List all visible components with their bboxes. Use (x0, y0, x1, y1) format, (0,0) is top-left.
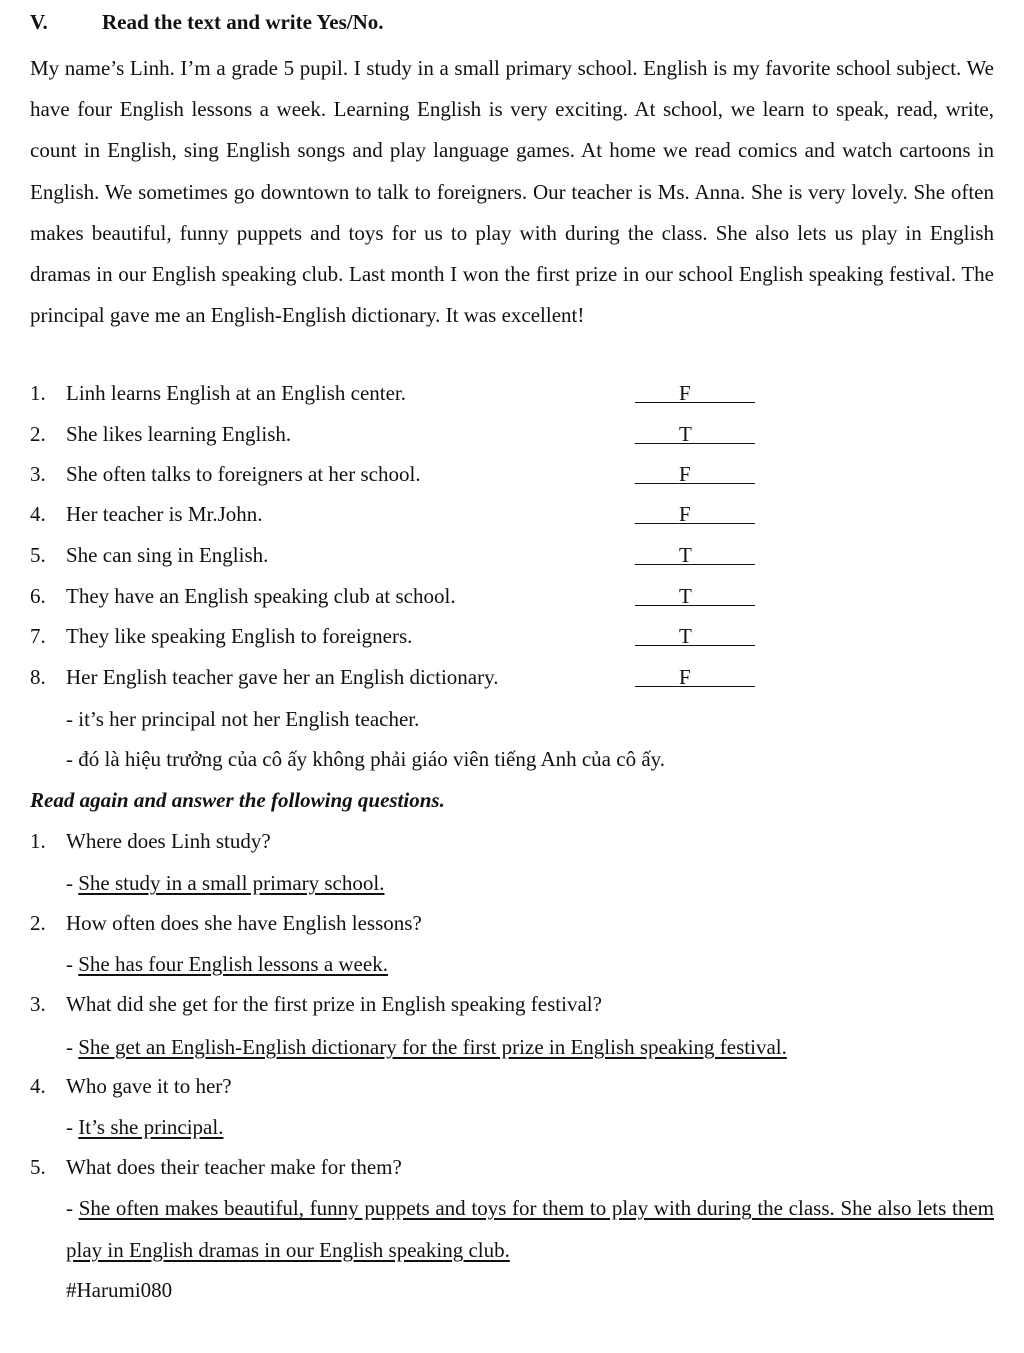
answer-prefix: - (66, 1035, 79, 1059)
statement-text: Her English teacher gave her an English dictionary. (66, 665, 499, 689)
statement-answer-blank (635, 461, 755, 487)
statement-item (30, 461, 770, 487)
statement-answer: T (679, 543, 692, 567)
statement-text: She often talks to foreigners at her school. (66, 462, 421, 486)
answer-line (66, 1187, 994, 1271)
question-text: How often does she have English lessons? (66, 911, 422, 935)
question-text: What did she get for the first prize in English speaking festival? (66, 992, 602, 1016)
question-number: 4. (30, 1074, 46, 1098)
statement-answer: F (679, 502, 691, 526)
question-number: 1. (30, 829, 46, 853)
statement-text: She likes learning English. (66, 422, 292, 446)
question-text: What does their teacher make for them? (66, 1155, 402, 1179)
answer-prefix: - (66, 1115, 79, 1139)
section-title: Read the text and write Yes/No. (102, 10, 384, 34)
section2-title: Read again and answer the following questions. (30, 788, 445, 812)
statement-number: 1. (30, 381, 46, 405)
question-number: 5. (30, 1155, 46, 1179)
correction-note: - it’s her principal not her English teacher. (66, 707, 420, 731)
statement-answer: T (679, 624, 692, 648)
reading-passage: My name’s Linh. I’m a grade 5 pupil. I study in a small primary school. English is my favorite school subject. We have four English lessons a week. Learning English is very exciting. At school, we learn to speak, read, write, count in English, sing English songs and play language games. At home we read comics and watch cartoons in English. We sometimes go downtown to talk to foreigners. Our teacher is Ms. Anna. She is very lovely. She often makes beautiful, funny puppets and toys for us to play with during the class. She also lets us play in English dramas in our English speaking club. Last month I won the first prize in our school English speaking festival. The principal gave me an English-English dictionary. It was excellent! (30, 56, 994, 328)
answer-line (66, 1114, 223, 1140)
answer-line (66, 870, 384, 896)
answer-text: She often makes beautiful, funny puppets and toys for them to play with during the class. She also lets them play in English dramas in our English speaking club. (66, 1196, 994, 1262)
statement-item (30, 380, 770, 406)
answer-text: She get an English-English dictionary for the first prize in English speaking festival. (78, 1035, 787, 1059)
statement-text: She can sing in English. (66, 543, 269, 567)
statement-answer-blank (635, 501, 755, 527)
correction-note-translation: - đó là hiệu trưởng của cô ấy không phải giáo viên tiếng Anh của cô ấy. (66, 747, 666, 771)
statement-answer: T (679, 584, 692, 608)
answer-text: She study in a small primary school. (78, 871, 385, 895)
section-heading (30, 9, 384, 35)
answer-line (66, 1034, 787, 1060)
statement-answer: F (679, 665, 691, 689)
answer-text: She has four English lessons a week. (78, 952, 388, 976)
statement-number: 4. (30, 502, 46, 526)
question-text: Who gave it to her? (66, 1074, 232, 1098)
statement-answer-blank (635, 664, 755, 690)
author-signature: #Harumi080 (66, 1278, 173, 1302)
statement-answer-blank (635, 380, 755, 406)
statement-answer-blank (635, 623, 755, 649)
statement-item (30, 623, 770, 649)
statement-text: They have an English speaking club at school. (66, 584, 456, 608)
statement-text: Her teacher is Mr.John. (66, 502, 263, 526)
answer-prefix: - (66, 871, 79, 895)
statement-answer-blank (635, 542, 755, 568)
statement-item (30, 421, 770, 447)
statement-item (30, 542, 770, 568)
statement-answer-blank (635, 583, 755, 609)
question-text: Where does Linh study? (66, 829, 271, 853)
question-number: 2. (30, 911, 46, 935)
statement-number: 3. (30, 462, 46, 486)
statement-item (30, 664, 770, 690)
answer-prefix: - (66, 1196, 79, 1220)
statement-text: They like speaking English to foreigners. (66, 624, 413, 648)
statement-answer-blank (635, 421, 755, 447)
question-number: 3. (30, 992, 46, 1016)
section-number: V. (30, 10, 48, 34)
statement-answer: F (679, 381, 691, 405)
statement-text: Linh learns English at an English center. (66, 381, 406, 405)
statement-answer: T (679, 422, 692, 446)
statement-number: 5. (30, 543, 46, 567)
statement-number: 2. (30, 422, 46, 446)
statement-item (30, 501, 770, 527)
statement-answer: F (679, 462, 691, 486)
statement-item (30, 583, 770, 609)
answer-text: It’s she principal. (78, 1115, 224, 1139)
statement-number: 8. (30, 665, 46, 689)
statement-number: 7. (30, 624, 46, 648)
answer-prefix: - (66, 952, 79, 976)
statement-number: 6. (30, 584, 46, 608)
answer-line (66, 951, 388, 977)
